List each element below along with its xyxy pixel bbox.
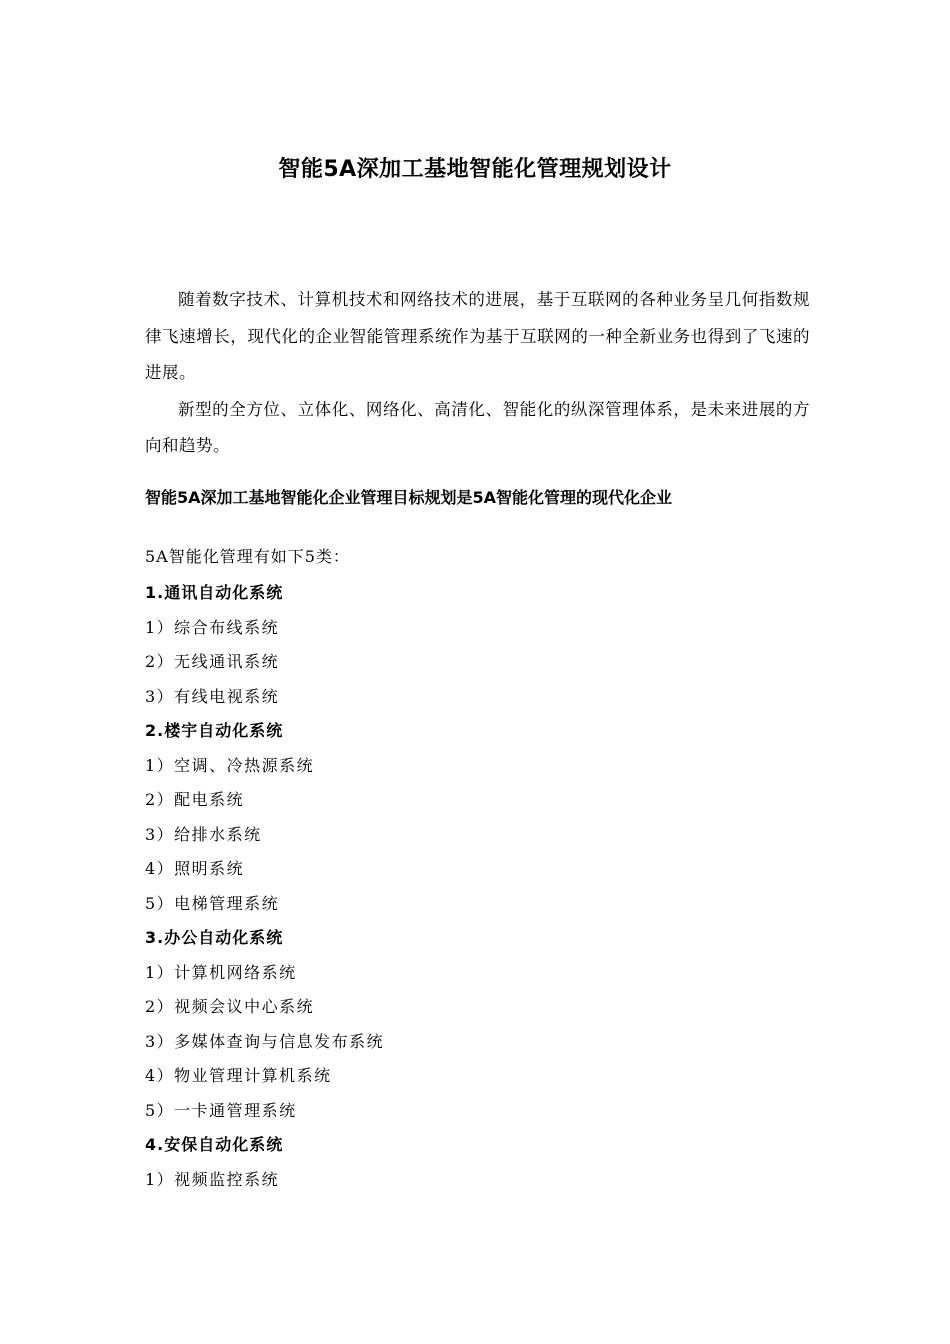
intro-paragraph: 随着数字技术、计算机技术和网络技术的进展，基于互联网的各种业务呈几何指数规律飞速增长，现代化的企业智能管理系统作为基于互联网的一种全新业务也得到了飞速的进展。 — [145, 290, 810, 382]
list-item: 3）多媒体查询与信息发布系统 — [145, 1031, 385, 1051]
page-title: 智能5A深加工基地智能化管理规划设计 — [278, 157, 672, 182]
list-item: 5）一卡通管理系统 — [145, 1100, 297, 1120]
section-heading: 2.楼宇自动化系统 — [145, 721, 284, 740]
list-item: 1）综合布线系统 — [145, 617, 280, 637]
system-list — [145, 576, 810, 1197]
list-item: 4）照明系统 — [145, 859, 245, 878]
list-item: 2）视频会议中心系统 — [145, 997, 315, 1016]
list-item: 4）物业管理计算机系统 — [145, 1066, 332, 1085]
list-item: 1）计算机网络系统 — [145, 962, 297, 982]
list-item: 2）配电系统 — [145, 790, 245, 809]
list-intro: 5A智能化管理有如下5类： — [145, 547, 350, 566]
list-item: 2）无线通讯系统 — [145, 652, 280, 671]
list-item: 3）有线电视系统 — [145, 686, 280, 706]
intro-text — [145, 282, 810, 465]
section-heading: 3.办公自动化系统 — [145, 928, 284, 947]
list-item: 1）视频监控系统 — [145, 1169, 280, 1189]
section-subheading: 智能5A深加工基地智能化企业管理目标规划是5A智能化管理的现代化企业 — [145, 488, 673, 507]
section-heading: 4.安保自动化系统 — [145, 1135, 284, 1154]
list-item: 3）给排水系统 — [145, 824, 262, 844]
list-item: 5）电梯管理系统 — [145, 893, 280, 913]
intro-paragraph: 新型的全方位、立体化、网络化、高清化、智能化的纵深管理体系，是未来进展的方向和趋势。 — [145, 399, 810, 455]
list-item: 1）空调、冷热源系统 — [145, 755, 315, 775]
section-heading: 1.通讯自动化系统 — [145, 583, 284, 602]
